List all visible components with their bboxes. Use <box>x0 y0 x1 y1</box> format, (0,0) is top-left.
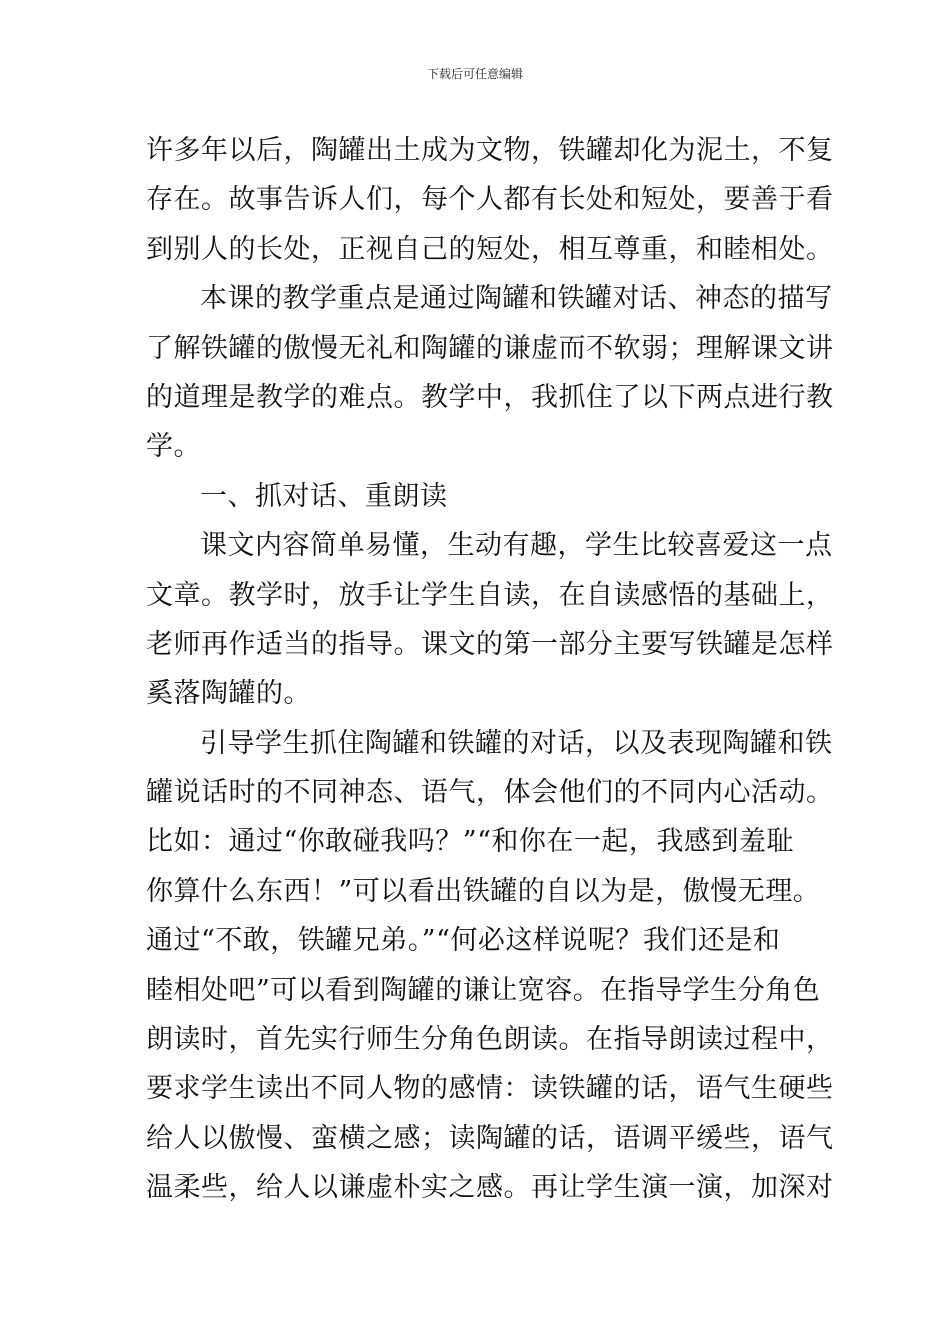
section-heading: 一、抓对话、重朗读 <box>200 480 448 512</box>
text-line: 的道理是教学的难点。教学中，我抓住了以下两点进行教 <box>146 381 834 413</box>
document-body <box>146 126 834 1213</box>
text-line: 睦相处吧”可以看到陶罐的谦让宽容。在指导学生分角色 <box>146 974 821 1006</box>
text-line: 存在。故事告诉人们，每个人都有长处和短处，要善于看 <box>146 184 834 216</box>
page-header: 下载后可任意编辑 <box>426 67 523 81</box>
text-line: 了解铁罐的傲慢无礼和陶罐的谦虚而不软弱；理解课文讲 <box>146 332 834 364</box>
text-line: 温柔些，给人以谦虚朴实之感。再让学生演一演，加深对 <box>146 1172 834 1204</box>
text-line: 老师再作适当的指导。课文的第一部分主要写铁罐是怎样 <box>146 628 834 660</box>
text-line: 给人以傲慢、蛮横之感；读陶罐的话，语调平缓些，语气 <box>146 1122 834 1154</box>
text-line: 奚落陶罐的。 <box>146 678 311 710</box>
text-line: 通过“不敢，铁罐兄弟。”“何必这样说呢？我们还是和 <box>146 925 781 957</box>
text-line: 文章。教学时，放手让学生自读，在自读感悟的基础上， <box>146 579 834 611</box>
text-line: 引导学生抓住陶罐和铁罐的对话，以及表现陶罐和铁 <box>200 727 833 759</box>
text-line: 罐说话时的不同神态、语气，体会他们的不同内心活动。 <box>146 777 834 809</box>
text-line: 许多年以后，陶罐出土成为文物，铁罐却化为泥土，不复 <box>146 135 834 166</box>
text-line: 你算什么东西！”可以看出铁罐的自以为是，傲慢无理。 <box>146 875 821 907</box>
text-line: 朗读时，首先实行师生分角色朗读。在指导朗读过程中， <box>146 1024 834 1056</box>
text-line: 比如：通过“你敢碰我吗？”“和你在一起，我感到羞耻 <box>146 826 794 858</box>
text-line: 学。 <box>146 431 201 463</box>
text-line: 到别人的长处，正视自己的短处，相互尊重，和睦相处。 <box>146 233 834 265</box>
text-line: 要求学生读出不同人物的感情：读铁罐的话，语气生硬些 <box>146 1073 834 1105</box>
text-line: 本课的教学重点是通过陶罐和铁罐对话、神态的描写 <box>200 283 833 315</box>
text-line: 课文内容简单易懂，生动有趣，学生比较喜爱这一点 <box>200 530 833 562</box>
